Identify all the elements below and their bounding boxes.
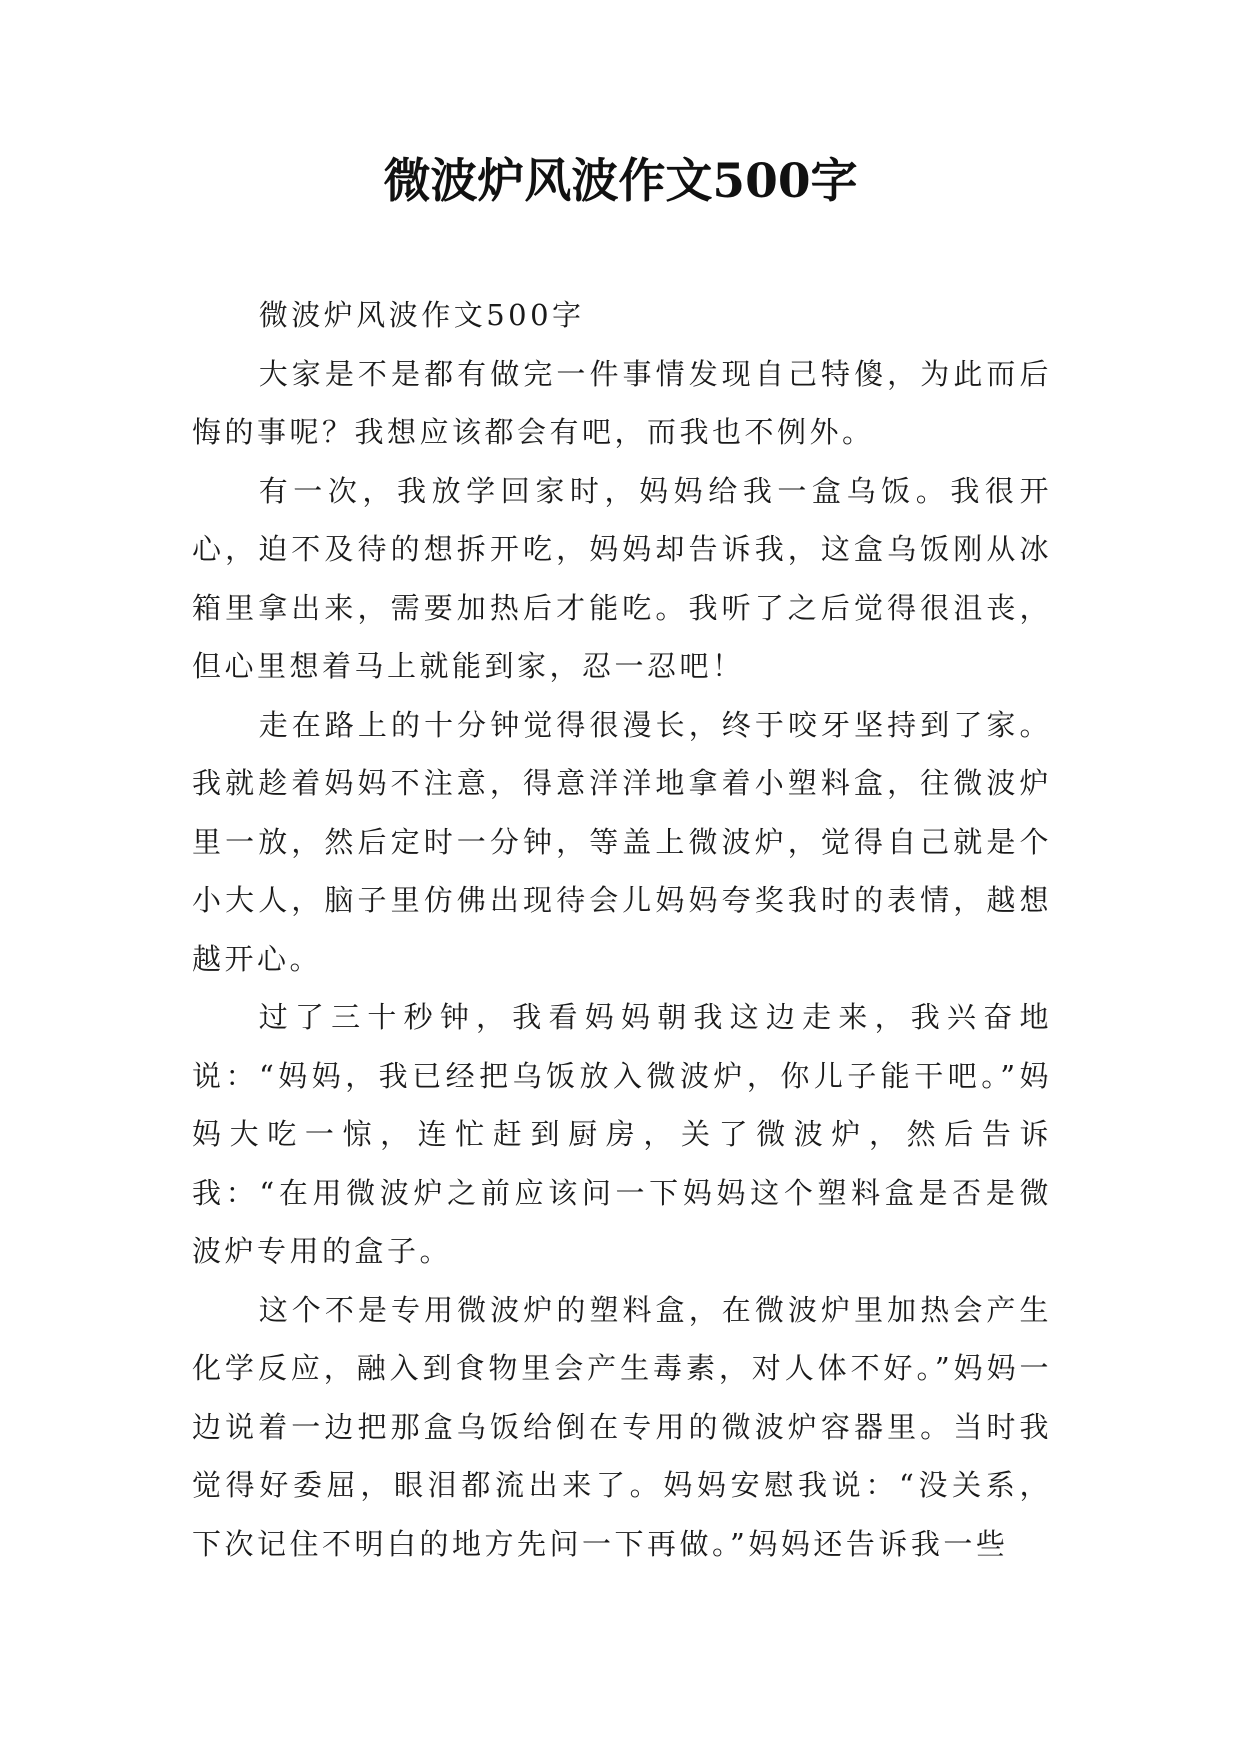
paragraph: 大家是不是都有做完一件事情发现自己特傻，为此而后悔的事呢？我想应该都会有吧，而我也不例外。 (192, 356, 1052, 449)
paragraph-subtitle: 微波炉风波作文500字 (258, 298, 585, 332)
document-body (192, 286, 1052, 1573)
document-title: 微波炉风波作文500字 (383, 154, 858, 209)
paragraph: 有一次，我放学回家时，妈妈给我一盒乌饭。我很开心，迫不及待的想拆开吃，妈妈却告诉我，这盒乌饭刚从冰箱里拿出来，需要加热后才能吃。我听了之后觉得很沮丧，但心里想着马上就能到家，忍一忍吧！ (192, 473, 1052, 683)
paragraph: 过了三十秒钟，我看妈妈朝我这边走来，我兴奋地说：“妈妈，我已经把乌饭放入微波炉，你儿子能干吧。”妈妈大吃一惊，连忙赶到厨房，关了微波炉，然后告诉我：“在用微波炉之前应该问一下妈妈这个塑料盒是否是微波炉专用的盒子。 (192, 1000, 1052, 1268)
paragraph: 这个不是专用微波炉的塑料盒，在微波炉里加热会产生化学反应，融入到食物里会产生毒素，对人体不好。”妈妈一边说着一边把那盒乌饭给倒在专用的微波炉容器里。当时我觉得好委屈，眼泪都流出来了。妈妈安慰我说：“没关系，下次记住不明白的地方先问一下再做。”妈妈还告诉我一些 (192, 1292, 1052, 1561)
paragraph: 走在路上的十分钟觉得很漫长，终于咬牙坚持到了家。我就趁着妈妈不注意，得意洋洋地拿着小塑料盒，往微波炉里一放，然后定时一分钟，等盖上微波炉，觉得自己就是个小大人，脑子里仿佛出现待会儿妈妈夸奖我时的表情，越想越开心。 (192, 707, 1052, 976)
